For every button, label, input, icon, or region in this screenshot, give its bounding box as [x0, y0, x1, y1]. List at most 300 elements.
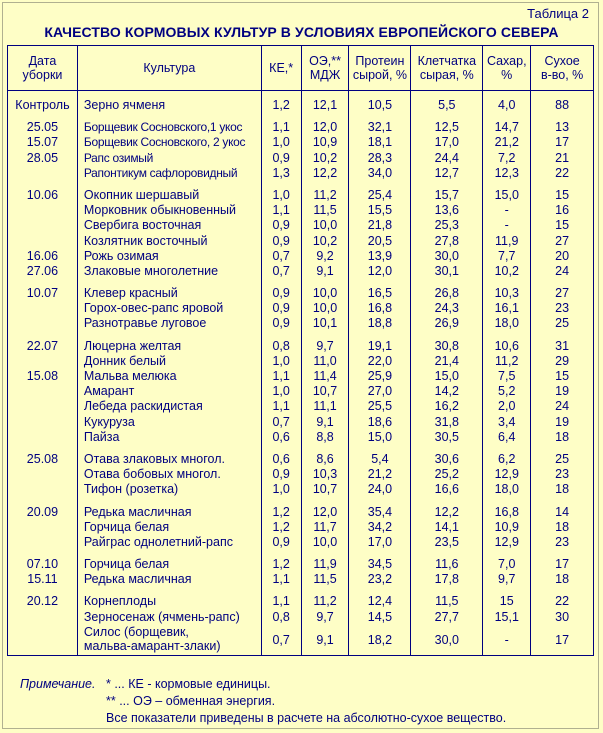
- cell-oe: 9,7: [301, 610, 349, 625]
- cell-fiber: 11,5: [411, 594, 483, 609]
- cell-sugar: 12,9: [483, 535, 531, 550]
- cell-dry-matter: 27: [531, 286, 594, 301]
- cell-dry-matter: 18: [531, 482, 594, 497]
- cell-ke: 1,1: [261, 203, 301, 218]
- cell-oe: 12,0: [301, 120, 349, 135]
- spacer-cell: [261, 445, 301, 452]
- cell-protein: 21,8: [349, 218, 411, 233]
- cell-dry-matter: 23: [531, 467, 594, 482]
- cell-protein: 5,4: [349, 452, 411, 467]
- spacer-cell: [349, 91, 411, 99]
- spacer-cell: [8, 181, 78, 188]
- cell-fiber: 14,2: [411, 384, 483, 399]
- cell-ke: 0,9: [261, 218, 301, 233]
- cell-date: 20.12: [8, 594, 78, 609]
- cell-dry-matter: 29: [531, 354, 594, 369]
- cell-ke: 1,0: [261, 135, 301, 150]
- cell-oe: 9,2: [301, 249, 349, 264]
- spacer-row: [8, 181, 594, 188]
- table-row: [8, 166, 594, 181]
- table-row: [8, 98, 594, 113]
- cell-ke: 1,3: [261, 166, 301, 181]
- cell-ke: 0,9: [261, 286, 301, 301]
- cell-crop: Силос (борщевик, мальва-амарант-злаки): [77, 625, 261, 656]
- cell-date: 25.05: [8, 120, 78, 135]
- table-row: [8, 188, 594, 203]
- cell-ke: 1,2: [261, 505, 301, 520]
- spacer-cell: [531, 498, 594, 505]
- cell-crop: Мальва мелюка: [77, 369, 261, 384]
- cell-fiber: 24,3: [411, 301, 483, 316]
- cell-dry-matter: 19: [531, 384, 594, 399]
- spacer-cell: [301, 587, 349, 594]
- cell-ke: 1,2: [261, 557, 301, 572]
- cell-oe: 11,9: [301, 557, 349, 572]
- cell-date: [8, 610, 78, 625]
- cell-sugar: 16,1: [483, 301, 531, 316]
- cell-date: [8, 625, 78, 656]
- table-row: [8, 594, 594, 609]
- cell-crop: Разнотравье луговое: [77, 316, 261, 331]
- cell-fiber: 26,8: [411, 286, 483, 301]
- cell-dry-matter: 22: [531, 166, 594, 181]
- table-row: [8, 234, 594, 249]
- spacer-cell: [483, 550, 531, 557]
- cell-fiber: 27,7: [411, 610, 483, 625]
- spacer-row: [8, 113, 594, 120]
- cell-date: 15.07: [8, 135, 78, 150]
- spacer-cell: [77, 113, 261, 120]
- table-row: [8, 135, 594, 150]
- cell-fiber: 17,0: [411, 135, 483, 150]
- table-row: [8, 264, 594, 279]
- cell-dry-matter: 30: [531, 610, 594, 625]
- cell-fiber: 15,7: [411, 188, 483, 203]
- cell-dry-matter: 31: [531, 339, 594, 354]
- cell-fiber: 12,5: [411, 120, 483, 135]
- cell-protein: 25,9: [349, 369, 411, 384]
- spacer-cell: [483, 181, 531, 188]
- cell-fiber: 27,8: [411, 234, 483, 249]
- table-row: [8, 572, 594, 587]
- cell-dry-matter: 25: [531, 316, 594, 331]
- cell-dry-matter: 18: [531, 430, 594, 445]
- cell-dry-matter: 23: [531, 535, 594, 550]
- table-row: [8, 316, 594, 331]
- cell-crop: Редька масличная: [77, 572, 261, 587]
- cell-ke: 0,9: [261, 535, 301, 550]
- cell-dry-matter: 16: [531, 203, 594, 218]
- cell-ke: 0,9: [261, 467, 301, 482]
- cell-date: [8, 535, 78, 550]
- spacer-cell: [411, 550, 483, 557]
- header-crop: Культура: [77, 46, 261, 91]
- cell-date: [8, 316, 78, 331]
- cell-protein: 25,4: [349, 188, 411, 203]
- cell-protein: 18,1: [349, 135, 411, 150]
- header-protein: Протеин сырой, %: [349, 46, 411, 91]
- spacer-row: [8, 279, 594, 286]
- cell-fiber: 30,0: [411, 249, 483, 264]
- cell-crop: Пайза: [77, 430, 261, 445]
- cell-protein: 18,6: [349, 415, 411, 430]
- cell-crop: Рапонтикум сафлоровидный: [77, 166, 261, 181]
- cell-oe: 12,2: [301, 166, 349, 181]
- cell-date: 16.06: [8, 249, 78, 264]
- cell-crop: Борщевик Сосновского,1 укос: [77, 120, 261, 135]
- cell-oe: 11,0: [301, 354, 349, 369]
- cell-crop: Райграс однолетний-рапс: [77, 535, 261, 550]
- table-row: [8, 249, 594, 264]
- cell-date: 15.08: [8, 369, 78, 384]
- spacer-cell: [261, 550, 301, 557]
- table-row: [8, 354, 594, 369]
- cell-crop: Отава бобовых многол.: [77, 467, 261, 482]
- cell-dry-matter: 24: [531, 264, 594, 279]
- cell-date: [8, 384, 78, 399]
- table-row: [8, 151, 594, 166]
- cell-date: [8, 234, 78, 249]
- cell-oe: 11,5: [301, 203, 349, 218]
- cell-fiber: 12,7: [411, 166, 483, 181]
- spacer-cell: [8, 279, 78, 286]
- cell-fiber: 5,5: [411, 98, 483, 113]
- spacer-cell: [301, 181, 349, 188]
- cell-crop: Свербига восточная: [77, 218, 261, 233]
- cell-date: [8, 203, 78, 218]
- cell-sugar: 10,9: [483, 520, 531, 535]
- cell-ke: 1,1: [261, 572, 301, 587]
- cell-fiber: 26,9: [411, 316, 483, 331]
- spacer-cell: [411, 91, 483, 99]
- cell-crop: Рапс озимый: [77, 151, 261, 166]
- header-fiber: Клетчатка сырая, %: [411, 46, 483, 91]
- cell-sugar: 7,2: [483, 151, 531, 166]
- cell-oe: 10,0: [301, 535, 349, 550]
- spacer-cell: [301, 445, 349, 452]
- cell-protein: 15,5: [349, 203, 411, 218]
- cell-ke: 1,0: [261, 384, 301, 399]
- cell-crop: Клевер красный: [77, 286, 261, 301]
- cell-fiber: 24,4: [411, 151, 483, 166]
- cell-crop: Тифон (розетка): [77, 482, 261, 497]
- cell-date: 27.06: [8, 264, 78, 279]
- spacer-cell: [8, 498, 78, 505]
- cell-sugar: 7,5: [483, 369, 531, 384]
- cell-dry-matter: 24: [531, 399, 594, 414]
- cell-dry-matter: 19: [531, 415, 594, 430]
- cell-crop: Лебеда раскидистая: [77, 399, 261, 414]
- cell-date: Контроль: [8, 98, 78, 113]
- spacer-cell: [411, 445, 483, 452]
- spacer-cell: [261, 113, 301, 120]
- spacer-cell: [349, 550, 411, 557]
- cell-dry-matter: 17: [531, 625, 594, 656]
- cell-date: 25.08: [8, 452, 78, 467]
- spacer-cell: [77, 498, 261, 505]
- table-row: [8, 399, 594, 414]
- cell-oe: 11,5: [301, 572, 349, 587]
- cell-ke: 0,8: [261, 339, 301, 354]
- cell-crop: Козлятник восточный: [77, 234, 261, 249]
- spacer-cell: [301, 113, 349, 120]
- cell-oe: 12,1: [301, 98, 349, 113]
- spacer-cell: [301, 279, 349, 286]
- cell-crop: Амарант: [77, 384, 261, 399]
- cell-oe: 11,4: [301, 369, 349, 384]
- spacer-cell: [8, 550, 78, 557]
- cell-fiber: 21,4: [411, 354, 483, 369]
- spacer-cell: [411, 332, 483, 339]
- cell-fiber: 16,2: [411, 399, 483, 414]
- cell-protein: 14,5: [349, 610, 411, 625]
- table-row: [8, 482, 594, 497]
- cell-fiber: 11,6: [411, 557, 483, 572]
- cell-protein: 16,8: [349, 301, 411, 316]
- spacer-cell: [349, 332, 411, 339]
- cell-dry-matter: 13: [531, 120, 594, 135]
- cell-fiber: 16,6: [411, 482, 483, 497]
- cell-ke: 1,0: [261, 354, 301, 369]
- cell-dry-matter: 17: [531, 135, 594, 150]
- cell-sugar: 15,0: [483, 188, 531, 203]
- cell-oe: 9,1: [301, 625, 349, 656]
- cell-fiber: 17,8: [411, 572, 483, 587]
- cell-ke: 0,7: [261, 415, 301, 430]
- cell-sugar: 18,0: [483, 316, 531, 331]
- cell-dry-matter: 27: [531, 234, 594, 249]
- spacer-cell: [8, 91, 78, 99]
- spacer-cell: [411, 498, 483, 505]
- spacer-cell: [483, 91, 531, 99]
- table-row: [8, 301, 594, 316]
- spacer-cell: [531, 279, 594, 286]
- cell-protein: 17,0: [349, 535, 411, 550]
- cell-sugar: 16,8: [483, 505, 531, 520]
- cell-sugar: 12,3: [483, 166, 531, 181]
- spacer-cell: [483, 587, 531, 594]
- cell-crop: Зерно ячменя: [77, 98, 261, 113]
- spacer-row: [8, 91, 594, 99]
- table-row: [8, 520, 594, 535]
- cell-dry-matter: 14: [531, 505, 594, 520]
- cell-protein: 35,4: [349, 505, 411, 520]
- cell-protein: 23,2: [349, 572, 411, 587]
- cell-oe: 10,7: [301, 384, 349, 399]
- cell-date: [8, 482, 78, 497]
- cell-sugar: 10,3: [483, 286, 531, 301]
- spacer-cell: [301, 550, 349, 557]
- cell-date: [8, 218, 78, 233]
- table-row: [8, 415, 594, 430]
- spacer-cell: [411, 181, 483, 188]
- cell-date: 22.07: [8, 339, 78, 354]
- cell-date: 10.07: [8, 286, 78, 301]
- table-row: [8, 120, 594, 135]
- spacer-row: [8, 498, 594, 505]
- cell-date: 10.06: [8, 188, 78, 203]
- table-row: [8, 339, 594, 354]
- spacer-cell: [411, 279, 483, 286]
- cell-crop: Морковник обыкновенный: [77, 203, 261, 218]
- cell-ke: 0,6: [261, 452, 301, 467]
- header-oe: ОЭ,** МДЖ: [301, 46, 349, 91]
- cell-oe: 11,1: [301, 399, 349, 414]
- header-ke: КЕ,*: [261, 46, 301, 91]
- header-dry-matter: Сухое в-во, %: [531, 46, 594, 91]
- cell-ke: 0,7: [261, 625, 301, 656]
- table-row: [8, 430, 594, 445]
- cell-date: [8, 415, 78, 430]
- table-row: [8, 286, 594, 301]
- cell-protein: 25,5: [349, 399, 411, 414]
- cell-dry-matter: 18: [531, 520, 594, 535]
- cell-sugar: 3,4: [483, 415, 531, 430]
- spacer-row: [8, 587, 594, 594]
- cell-oe: 11,7: [301, 520, 349, 535]
- spacer-cell: [261, 332, 301, 339]
- table-row: [8, 557, 594, 572]
- table-row: [8, 535, 594, 550]
- table-label: Таблица 2: [527, 6, 589, 21]
- cell-protein: 34,5: [349, 557, 411, 572]
- cell-protein: 32,1: [349, 120, 411, 135]
- cell-protein: 20,5: [349, 234, 411, 249]
- cell-dry-matter: 21: [531, 151, 594, 166]
- cell-date: [8, 354, 78, 369]
- cell-sugar: 10,2: [483, 264, 531, 279]
- cell-sugar: -: [483, 625, 531, 656]
- cell-crop: Кукуруза: [77, 415, 261, 430]
- spacer-cell: [77, 91, 261, 99]
- cell-fiber: 13,6: [411, 203, 483, 218]
- spacer-cell: [77, 181, 261, 188]
- spacer-cell: [77, 332, 261, 339]
- cell-dry-matter: 88: [531, 98, 594, 113]
- spacer-cell: [261, 279, 301, 286]
- table-body: [8, 91, 594, 656]
- cell-sugar: 4,0: [483, 98, 531, 113]
- spacer-cell: [531, 445, 594, 452]
- cell-ke: 1,1: [261, 594, 301, 609]
- cell-sugar: 5,2: [483, 384, 531, 399]
- cell-sugar: -: [483, 218, 531, 233]
- cell-dry-matter: 23: [531, 301, 594, 316]
- cell-sugar: 11,2: [483, 354, 531, 369]
- cell-sugar: 7,0: [483, 557, 531, 572]
- cell-oe: 12,0: [301, 505, 349, 520]
- cell-dry-matter: 17: [531, 557, 594, 572]
- cell-date: [8, 166, 78, 181]
- cell-protein: 27,0: [349, 384, 411, 399]
- cell-oe: 10,7: [301, 482, 349, 497]
- cell-crop: Рожь озимая: [77, 249, 261, 264]
- table-row: [8, 384, 594, 399]
- table-row: [8, 610, 594, 625]
- header-date: Дата уборки: [8, 46, 78, 91]
- cell-oe: 8,8: [301, 430, 349, 445]
- page-title: КАЧЕСТВО КОРМОВЫХ КУЛЬТУР В УСЛОВИЯХ ЕВРОПЕЙСКОГО СЕВЕРА: [44, 24, 559, 40]
- cell-ke: 0,9: [261, 151, 301, 166]
- spacer-cell: [8, 445, 78, 452]
- cell-date: 15.11: [8, 572, 78, 587]
- spacer-cell: [301, 332, 349, 339]
- cell-date: 07.10: [8, 557, 78, 572]
- cell-date: [8, 467, 78, 482]
- cell-sugar: 15: [483, 594, 531, 609]
- cell-fiber: 14,1: [411, 520, 483, 535]
- spacer-cell: [349, 587, 411, 594]
- cell-date: [8, 301, 78, 316]
- spacer-cell: [531, 113, 594, 120]
- cell-ke: 1,1: [261, 120, 301, 135]
- table-row: [8, 452, 594, 467]
- cell-oe: 10,2: [301, 151, 349, 166]
- cell-protein: 10,5: [349, 98, 411, 113]
- cell-protein: 18,8: [349, 316, 411, 331]
- cell-oe: 10,0: [301, 286, 349, 301]
- cell-protein: 16,5: [349, 286, 411, 301]
- cell-protein: 18,2: [349, 625, 411, 656]
- spacer-cell: [531, 550, 594, 557]
- spacer-cell: [261, 181, 301, 188]
- cell-oe: 11,2: [301, 594, 349, 609]
- spacer-cell: [411, 587, 483, 594]
- spacer-cell: [8, 113, 78, 120]
- cell-protein: 19,1: [349, 339, 411, 354]
- cell-ke: 1,2: [261, 98, 301, 113]
- spacer-cell: [77, 587, 261, 594]
- cell-sugar: 2,0: [483, 399, 531, 414]
- cell-crop: Злаковые многолетние: [77, 264, 261, 279]
- cell-ke: 1,1: [261, 369, 301, 384]
- cell-ke: 0,9: [261, 301, 301, 316]
- cell-fiber: 30,0: [411, 625, 483, 656]
- spacer-cell: [483, 445, 531, 452]
- cell-protein: 34,2: [349, 520, 411, 535]
- spacer-cell: [77, 279, 261, 286]
- cell-sugar: -: [483, 203, 531, 218]
- cell-date: [8, 399, 78, 414]
- cell-oe: 9,7: [301, 339, 349, 354]
- cell-crop: Зерносенаж (ячмень-рапс): [77, 610, 261, 625]
- cell-ke: 1,2: [261, 520, 301, 535]
- cell-date: 20.09: [8, 505, 78, 520]
- cell-dry-matter: 15: [531, 188, 594, 203]
- spacer-cell: [483, 279, 531, 286]
- cell-ke: 1,1: [261, 399, 301, 414]
- cell-fiber: 25,2: [411, 467, 483, 482]
- cell-crop: Горчица белая: [77, 557, 261, 572]
- spacer-cell: [349, 279, 411, 286]
- cell-oe: 10,0: [301, 301, 349, 316]
- cell-crop: Люцерна желтая: [77, 339, 261, 354]
- cell-crop: Донник белый: [77, 354, 261, 369]
- cell-oe: 10,3: [301, 467, 349, 482]
- cell-crop: Редька масличная: [77, 505, 261, 520]
- spacer-cell: [77, 550, 261, 557]
- spacer-cell: [8, 332, 78, 339]
- cell-crop: Окопник шершавый: [77, 188, 261, 203]
- spacer-cell: [261, 91, 301, 99]
- note-line-1: * ... КЕ - кормовые единицы.: [106, 677, 271, 691]
- cell-fiber: 23,5: [411, 535, 483, 550]
- spacer-cell: [483, 113, 531, 120]
- cell-date: [8, 520, 78, 535]
- cell-sugar: 6,4: [483, 430, 531, 445]
- cell-protein: 12,0: [349, 264, 411, 279]
- spacer-cell: [301, 498, 349, 505]
